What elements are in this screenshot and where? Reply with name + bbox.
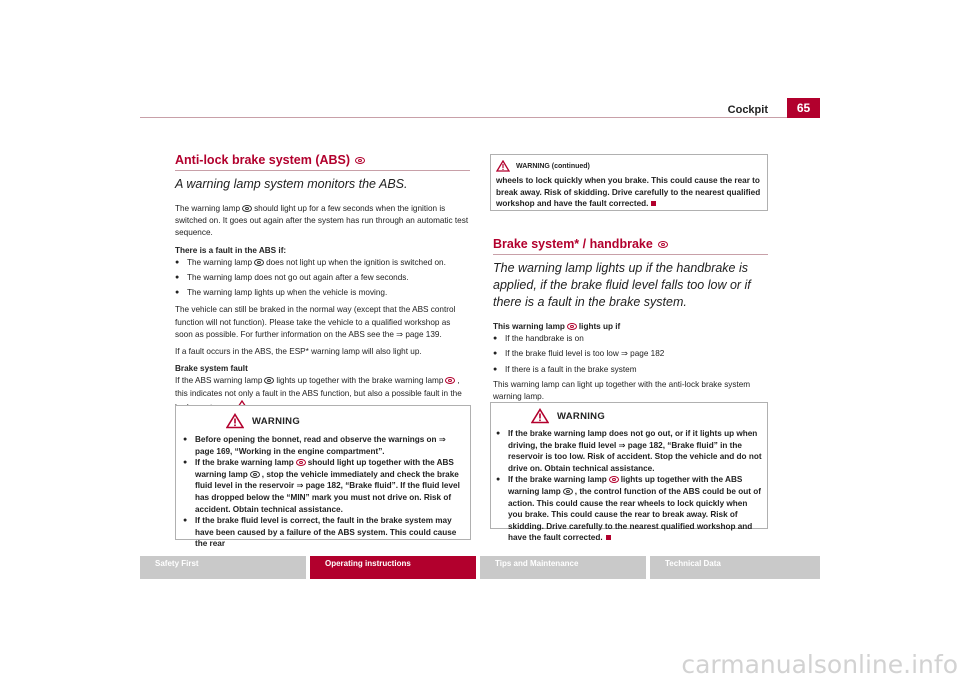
right-column — [493, 237, 768, 403]
brake-warning-lamp-icon — [567, 323, 577, 330]
list-item: ● If the brake warning lamp does not go out, or if it lights up when driving, the brake fluid level ⇒ page 182, “Brake fluid” in the reservoir is too low. Risk of accident. Stop the vehicle and do not drive on. Obtain technical assistance. — [496, 428, 763, 474]
brake-warning-lamp-icon — [296, 459, 306, 466]
brake-warning-lamp-icon — [658, 241, 668, 248]
lamp-lights-heading — [493, 321, 768, 333]
end-of-section-mark — [606, 535, 611, 540]
abs-intro-text: A warning lamp system monitors the ABS. — [175, 177, 408, 191]
abs-paragraph-3: If a fault occurs in the ABS, the ESP* warning lamp will also light up. — [175, 347, 422, 357]
watermark: carmanualsonline.info — [681, 650, 958, 679]
text-run: wheels to lock quickly when you brake. This could cause the rear to break away. Risk of skidding. Drive carefully to the nearest qualified workshop and have the fault corrected. — [496, 176, 761, 209]
footer-tab-operating-instructions[interactable]: Operating instructions — [310, 556, 476, 579]
footer-tab-tips-maintenance[interactable]: Tips and Maintenance — [480, 556, 646, 579]
left-column — [175, 153, 470, 414]
footer-tab-technical-data[interactable]: Technical Data — [650, 556, 820, 579]
list-item: ● If the brake fluid level is correct, the fault in the brake system may have been caused by a failure of the ABS system. This could cause the rear — [183, 515, 465, 550]
text-run: If the ABS warning lamp — [175, 376, 263, 386]
text-run: , the control function of the ABS could be out of action. This could cause the rear wheels to lock quickly when you brake. This could cause the rear to break away. Risk of skidding. Drive carefully to the nearest qualified workshop and have the fault corrected. — [508, 486, 761, 543]
list-item: ● The warning lamp lights up when the vehicle is moving. — [175, 287, 470, 299]
text-run: should light up for a few seconds when the ignition is switched on. It goes out again after the system has run through an automatic test sequence. — [175, 204, 469, 238]
text-run: lights up together with the ABS warning lamp — [508, 475, 743, 496]
list-item: ● If the brake fluid level is too low ⇒ page 182 — [493, 348, 768, 360]
warning-triangle-icon — [226, 413, 244, 429]
abs-warning-lamp-icon — [254, 259, 264, 266]
abs-paragraph-2: The vehicle can still be braked in the normal way (except that the ABS control function will not function). Please take the vehicle to a qualified workshop as soon as possible. For further information on the ABS see the ⇒ page 139. — [175, 305, 456, 339]
list-item — [496, 474, 763, 544]
list-item: ● If there is a fault in the brake system — [493, 364, 768, 376]
text-run: This warning lamp — [493, 322, 565, 331]
text-run: If the brake warning lamp — [195, 458, 294, 468]
header-rule — [140, 117, 820, 118]
list-item: ● Before opening the bonnet, read and observe the warnings on ⇒ page 169, “Working in the engine compartment”. — [183, 434, 465, 457]
warning-title: WARNING — [557, 410, 606, 422]
text-run: If the brake warning lamp — [508, 475, 607, 485]
abs-warning-lamp-icon — [250, 471, 260, 478]
list-item — [183, 457, 465, 515]
abs-warning-lamp-icon — [242, 205, 252, 212]
brake-section-heading: Brake system* / handbrake — [493, 237, 653, 251]
warning-continued-title: WARNING (continued) — [516, 162, 590, 170]
text-run: lights up if — [578, 322, 621, 331]
warning-continued-text — [491, 172, 767, 210]
text-run: should light up together with the ABS warning lamp — [195, 458, 454, 479]
warning-triangle-icon — [496, 160, 510, 172]
page-number-badge: 65 — [787, 98, 820, 118]
end-of-section-mark — [651, 201, 656, 206]
section-rule — [493, 254, 768, 255]
brake-paragraph: This warning lamp can light up together with the anti-lock brake system warning lamp. — [493, 379, 751, 402]
text-run: , this indicates not only a fault in the ABS function, but also a possible fault in the — [175, 376, 462, 398]
text-run: lights up together with the brake warning lamp — [276, 376, 444, 386]
abs-paragraph-1 — [175, 203, 470, 240]
brake-system-fault-heading — [175, 363, 470, 375]
warning-title: WARNING — [252, 415, 301, 427]
fault-heading-text: There is a fault in the ABS if: — [175, 245, 287, 255]
brake-intro-text: The warning lamp lights up if the handbrake is applied, if the brake fluid level falls too low or if there is a fault in the brake system. — [493, 261, 751, 309]
abs-warning-lamp-icon — [355, 157, 365, 164]
fault-heading — [175, 245, 470, 257]
text-run: , stop the vehicle immediately and check the brake fluid level in the reservoir ⇒ page 182, “Brake fluid”. If the fluid level has dropped below the “MIN” mark you must not drive on. Risk of accident. Obtain technical assistance. — [195, 469, 460, 514]
text-run: The warning lamp — [187, 257, 253, 267]
section-rule — [175, 170, 470, 171]
abs-section-heading: Anti-lock brake system (ABS) — [175, 153, 351, 167]
text-run: The warning lamp — [175, 204, 241, 213]
footer-tab-safety-first[interactable]: Safety First — [140, 556, 306, 579]
brake-warning-lamp-icon — [445, 377, 455, 384]
list-item — [175, 257, 470, 269]
warning-triangle-icon — [531, 408, 549, 424]
warning-box-brake — [490, 402, 768, 543]
brake-warning-lamp-icon — [609, 476, 619, 483]
text-run: does not light up when the ignition is switched on. — [266, 257, 446, 267]
abs-warning-lamp-icon — [563, 488, 573, 495]
warning-box-abs — [175, 405, 471, 549]
page-header-title: Cockpit — [727, 104, 768, 116]
warning-box-continued — [490, 154, 768, 211]
list-item: ● If the handbrake is on — [493, 333, 768, 345]
list-item: ● The warning lamp does not go out again after a few seconds. — [175, 272, 470, 284]
bsf-heading-text: Brake system fault — [175, 364, 248, 374]
abs-warning-lamp-icon — [264, 377, 274, 384]
